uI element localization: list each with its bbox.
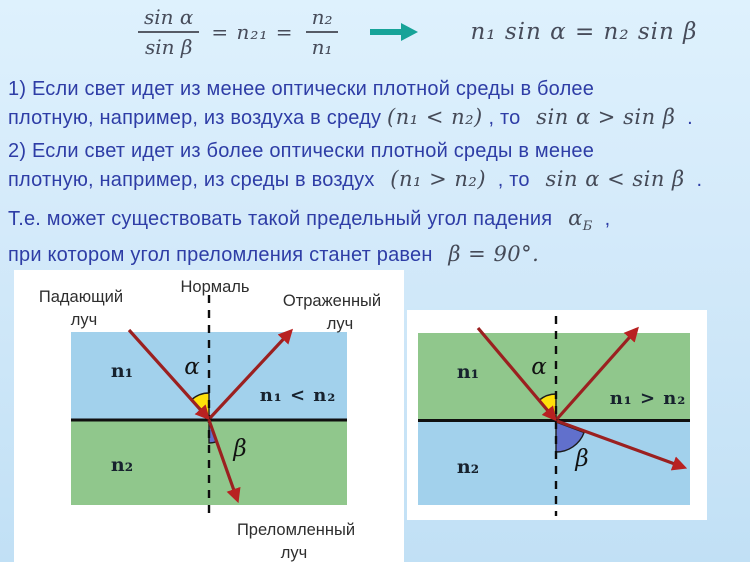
- fraction-numerator: sin α: [138, 5, 199, 33]
- n2-label: n₂: [110, 454, 134, 476]
- reflected-ray-label: Отраженный: [282, 292, 382, 310]
- normal-label: Нормаль: [180, 278, 250, 296]
- paragraph-1-connector: , то: [488, 106, 521, 129]
- paragraph-2-period: .: [696, 168, 703, 191]
- paragraph-3-line-1: Т.е. может существовать такой предельный угол падения: [8, 208, 553, 230]
- snell-law-formula: [138, 5, 697, 59]
- alpha-symbol: α: [568, 206, 583, 230]
- incident-ray-label: Падающий: [38, 288, 124, 306]
- paragraph-2: [8, 138, 748, 194]
- left-diagram-panel: [14, 270, 404, 562]
- paragraph-1: [8, 76, 748, 132]
- beta-label: β: [575, 446, 589, 472]
- alpha-label: α: [184, 354, 200, 380]
- reflected-ray-label-2: луч: [326, 315, 354, 333]
- alpha-subscript: Б: [582, 219, 593, 235]
- inline-math-beta-90: β = 90°.: [448, 241, 540, 266]
- sin-ratio-fraction: [138, 5, 199, 59]
- beta-label: β: [233, 436, 247, 462]
- formula-result: n₁ sin α = n₂ sin β: [470, 19, 698, 45]
- relation-label: n₁ < n₂: [259, 385, 337, 406]
- paragraph-3: [8, 205, 748, 269]
- n1-label: n₁: [456, 361, 480, 383]
- n2-label: n₂: [456, 456, 480, 478]
- paragraph-2-line-2: плотную, например, из среды в воздух: [8, 168, 375, 191]
- paragraph-3-line-2: при котором угол преломления станет равен: [8, 243, 433, 266]
- paragraph-3-comma: ,: [604, 208, 611, 230]
- refracted-ray-label: Преломленный: [236, 521, 356, 539]
- paragraph-1-line-1: 1) Если свет идет из менее оптически плотной среды в более: [8, 78, 595, 100]
- inline-math-result: sin α > sin β: [536, 104, 676, 129]
- right-diagram-panel: [407, 310, 707, 520]
- paragraph-2-line-1: 2) Если свет идет из более оптически плотной среды в менее: [8, 140, 595, 162]
- fraction-denominator: sin β: [144, 35, 193, 59]
- inline-math-condition: (n₁ > n₂): [390, 166, 487, 191]
- formula-middle: = n₂₁ =: [211, 20, 294, 44]
- arrow-right-icon: [370, 23, 418, 41]
- inline-math-condition: (n₁ < n₂): [387, 104, 483, 129]
- paragraph-1-period: .: [687, 106, 693, 129]
- relation-label: n₁ > n₂: [609, 388, 687, 409]
- inline-math-result: sin α < sin β: [545, 166, 685, 191]
- right-refraction-diagram: [407, 310, 707, 520]
- fraction-denominator: n₁: [311, 35, 333, 59]
- paragraph-1-line-2: плотную, например, из воздуха в среду: [8, 106, 382, 129]
- inline-math-limit-angle: [568, 206, 593, 235]
- fraction-numerator: n₂: [306, 5, 339, 33]
- n1-label: n₁: [110, 360, 134, 382]
- incident-ray-label-2: луч: [70, 311, 98, 329]
- alpha-label: α: [531, 354, 547, 380]
- index-ratio-fraction: [306, 5, 339, 59]
- paragraph-2-connector: , то: [497, 168, 530, 191]
- refracted-ray-label-2: луч: [280, 544, 308, 562]
